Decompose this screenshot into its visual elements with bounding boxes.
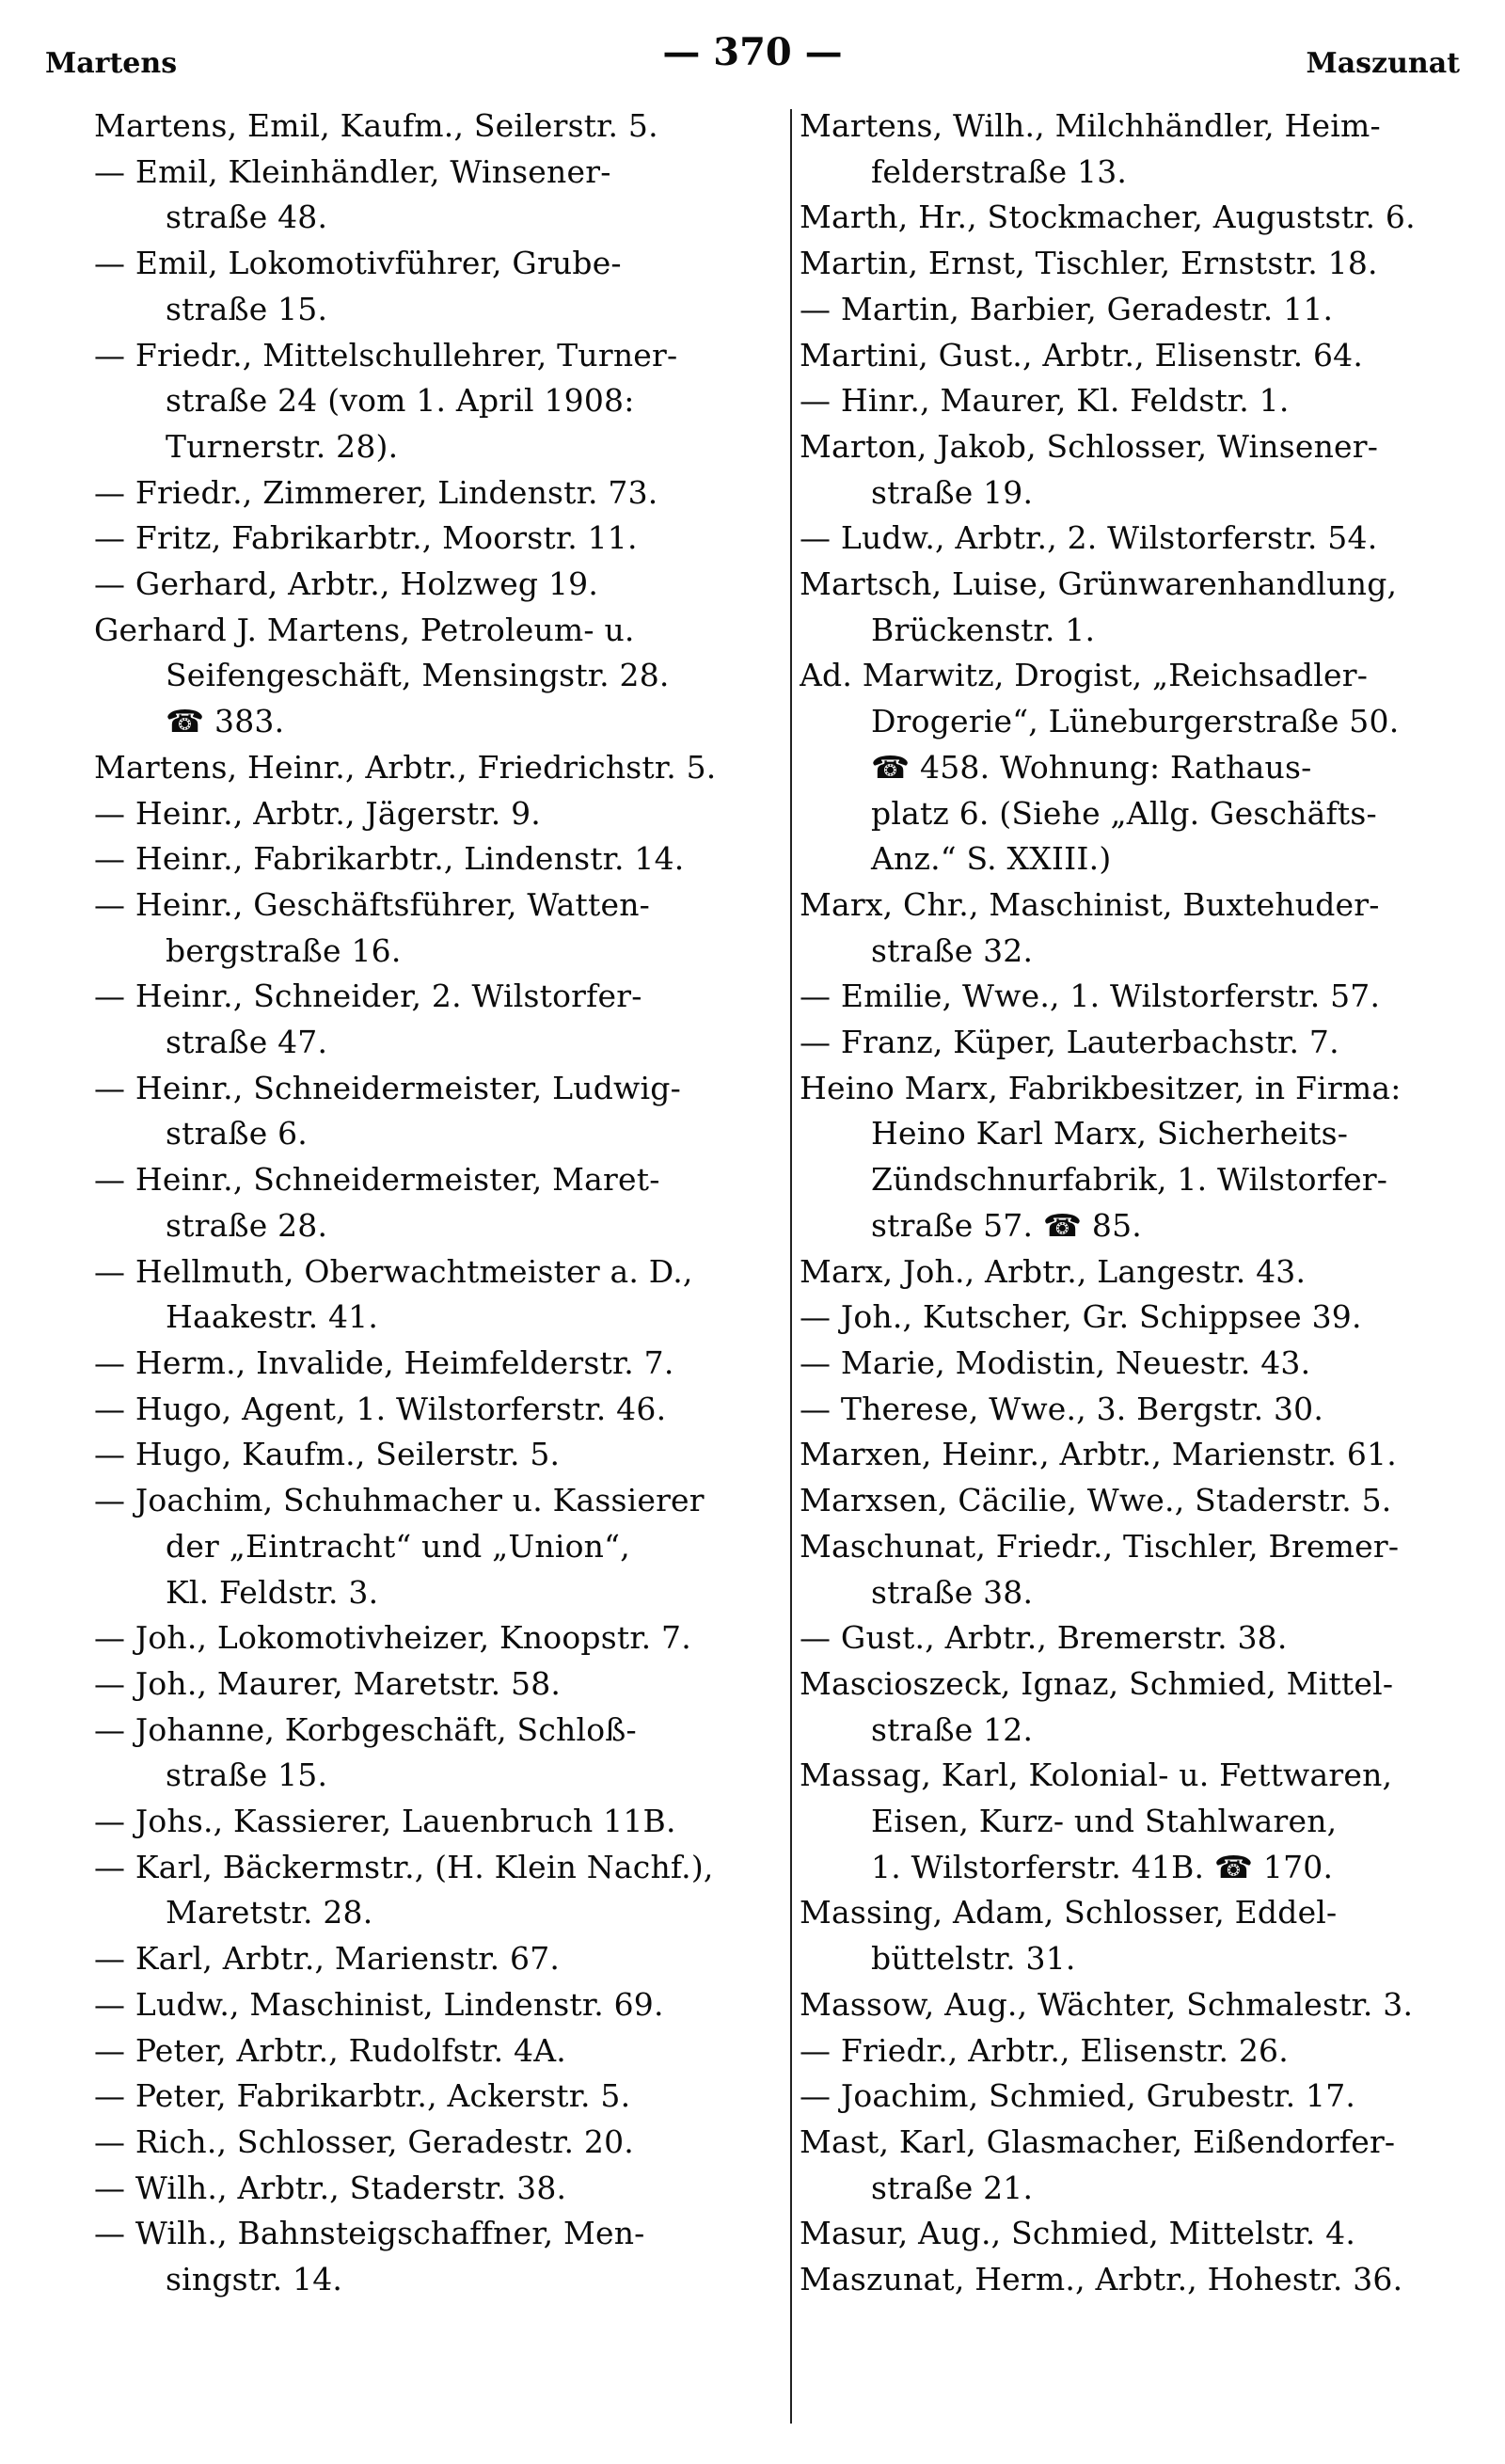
entry-line: — Fritz, Fabrikarbtr., Moorstr. 11. <box>94 519 638 557</box>
directory-entry <box>800 1341 1505 1387</box>
entry-line: — Emil, Kleinhändler, Winsener- <box>94 152 611 190</box>
entry-continuation-line: Brückenstr. 1. <box>871 611 1096 648</box>
directory-entry <box>94 882 828 974</box>
entry-continuation-line: straße 48. <box>166 199 328 236</box>
entry-line: — Herm., Invalide, Heimfelderstr. 7. <box>94 1343 674 1381</box>
entry-continuation-line: ☎ 383. <box>166 703 285 740</box>
entry-line: — Ludw., Arbtr., 2. Wilstorferstr. 54. <box>800 519 1378 557</box>
directory-entry <box>94 1387 828 1433</box>
directory-entry <box>94 1615 828 1661</box>
entry-line: Massing, Adam, Schlosser, Eddel- <box>800 1894 1338 1931</box>
directory-entry <box>94 2211 828 2302</box>
directory-entry <box>800 1020 1505 1066</box>
directory-entry <box>94 516 828 562</box>
entry-continuation-line: straße 19. <box>871 473 1034 511</box>
directory-entry <box>800 2028 1505 2075</box>
entry-line: — Rich., Schlosser, Geradestr. 20. <box>94 2122 634 2160</box>
header-left-keyword: Martens <box>45 47 178 80</box>
directory-entry <box>800 1249 1505 1296</box>
directory-entry <box>94 1157 828 1248</box>
entry-line: — Peter, Arbtr., Rudolfstr. 4A. <box>94 2031 566 2069</box>
entry-continuation-line: straße 21. <box>871 2169 1034 2206</box>
directory-entry <box>94 241 828 332</box>
entry-line: Masur, Aug., Schmied, Mittelstr. 4. <box>800 2215 1356 2252</box>
directory-entry <box>800 2257 1505 2303</box>
entry-line: Martsch, Luise, Grünwarenhandlung, <box>800 565 1398 603</box>
entry-continuation-line: Drogerie“, Lüneburgerstraße 50. <box>871 703 1400 740</box>
entry-continuation-line: singstr. 14. <box>166 2261 343 2298</box>
directory-entry <box>94 745 828 791</box>
entry-continuation-line: büttelstr. 31. <box>871 1940 1076 1978</box>
directory-entry <box>800 195 1505 241</box>
page-header <box>38 23 1467 94</box>
directory-entry <box>94 2166 828 2212</box>
directory-columns <box>38 103 1467 2445</box>
directory-entry <box>800 378 1505 424</box>
directory-entry <box>94 1936 828 1982</box>
directory-entry <box>94 791 828 837</box>
directory-entry <box>94 2120 828 2166</box>
entry-line: — Friedr., Zimmerer, Lindenstr. 73. <box>94 473 658 511</box>
entry-continuation-line: straße 47. <box>166 1024 328 1061</box>
entry-line: — Friedr., Mittelschullehrer, Turner- <box>94 336 678 374</box>
directory-entry <box>800 1615 1505 1661</box>
directory-entry <box>800 1890 1505 1981</box>
entry-continuation-line: der „Eintracht“ und „Union“, <box>166 1527 630 1565</box>
directory-entry <box>800 516 1505 562</box>
directory-entry <box>94 1661 828 1708</box>
directory-entry <box>94 103 828 150</box>
entry-line: — Johs., Kassierer, Lauenbruch 11B. <box>94 1803 676 1840</box>
directory-entry <box>800 882 1505 974</box>
directory-entry <box>800 2211 1505 2257</box>
directory-entry <box>800 1524 1505 1615</box>
header-right-keyword: Maszunat <box>1306 47 1460 80</box>
directory-entry <box>800 241 1505 287</box>
directory-entry <box>800 974 1505 1020</box>
entry-line: Martens, Heinr., Arbtr., Friedrichstr. 5. <box>94 748 717 786</box>
entry-line: Martini, Gust., Arbtr., Elisenstr. 64. <box>800 336 1364 374</box>
page-number: — 370 — <box>662 30 843 74</box>
entry-line: Martin, Ernst, Tischler, Ernststr. 18. <box>800 245 1378 282</box>
entry-continuation-line: Haakestr. 41. <box>166 1298 379 1336</box>
directory-entry <box>800 1295 1505 1341</box>
entry-line: — Heinr., Geschäftsführer, Watten- <box>94 885 651 923</box>
directory-entry <box>94 2074 828 2120</box>
entry-line: — Ludw., Maschinist, Lindenstr. 69. <box>94 1985 664 2023</box>
entry-continuation-line: straße 57. ☎ 85. <box>871 1206 1142 1244</box>
directory-entry <box>800 287 1505 333</box>
entry-continuation-line: Heino Karl Marx, Sicherheits- <box>871 1115 1349 1153</box>
directory-entry <box>800 2120 1505 2211</box>
directory-entry <box>800 1478 1505 1524</box>
entry-line: Mast, Karl, Glasmacher, Eißendorfer- <box>800 2122 1396 2160</box>
directory-entry <box>94 1066 828 1157</box>
entry-line: Maszunat, Herm., Arbtr., Hohestr. 36. <box>800 2261 1403 2298</box>
entry-continuation-line: ☎ 458. Wohnung: Rathaus- <box>871 748 1312 786</box>
entry-line: — Marie, Modistin, Neuestr. 43. <box>800 1343 1311 1381</box>
entry-continuation-line: straße 12. <box>871 1710 1034 1748</box>
entry-continuation-line: Kl. Feldstr. 3. <box>166 1573 379 1611</box>
entry-line: — Hugo, Kaufm., Seilerstr. 5. <box>94 1436 561 1473</box>
left-column <box>94 103 828 2303</box>
entry-line: — Johanne, Korbgeschäft, Schloß- <box>94 1710 637 1748</box>
directory-entry <box>94 333 828 470</box>
directory-entry <box>94 1432 828 1478</box>
entry-continuation-line: Turnerstr. 28). <box>166 427 399 465</box>
entry-line: Marx, Chr., Maschinist, Buxtehuder- <box>800 885 1380 923</box>
directory-entry <box>800 424 1505 516</box>
entry-line: — Hinr., Maurer, Kl. Feldstr. 1. <box>800 382 1290 420</box>
entry-line: Gerhard J. Martens, Petroleum- u. <box>94 611 635 648</box>
directory-entry <box>800 103 1505 195</box>
entry-continuation-line: straße 6. <box>166 1115 308 1153</box>
directory-entry <box>800 1066 1505 1249</box>
directory-entry <box>94 1982 828 2028</box>
entry-line: Maschunat, Friedr., Tischler, Bremer- <box>800 1527 1400 1565</box>
entry-continuation-line: straße 15. <box>166 290 328 327</box>
entry-line: Martens, Wilh., Milchhändler, Heim- <box>800 107 1381 144</box>
entry-line: — Hellmuth, Oberwachtmeister a. D., <box>94 1252 693 1290</box>
directory-entry <box>94 608 828 745</box>
entry-continuation-line: straße 15. <box>166 1757 328 1794</box>
entry-line: — Joachim, Schuhmacher u. Kassierer <box>94 1482 705 1519</box>
directory-entry <box>94 150 828 241</box>
directory-entry <box>800 1661 1505 1753</box>
directory-entry <box>94 1341 828 1387</box>
directory-entry <box>94 974 828 1065</box>
directory-entry <box>94 562 828 608</box>
entry-continuation-line: straße 38. <box>871 1573 1034 1611</box>
entry-line: — Joachim, Schmied, Grubestr. 17. <box>800 2077 1356 2115</box>
entry-line: — Therese, Wwe., 3. Bergstr. 30. <box>800 1390 1324 1427</box>
directory-entry <box>800 333 1505 379</box>
entry-continuation-line: straße 24 (vom 1. April 1908: <box>166 382 635 420</box>
entry-line: — Heinr., Schneider, 2. Wilstorfer- <box>94 978 642 1015</box>
entry-continuation-line: Zündschnurfabrik, 1. Wilstorfer- <box>871 1161 1388 1199</box>
entry-line: Marton, Jakob, Schlosser, Winsener- <box>800 427 1379 465</box>
entry-continuation-line: felderstraße 13. <box>871 152 1128 190</box>
entry-line: Ad. Marwitz, Drogist, „Reichsadler- <box>800 657 1369 694</box>
directory-entry <box>94 1845 828 1936</box>
entry-line: — Emilie, Wwe., 1. Wilstorferstr. 57. <box>800 978 1381 1015</box>
directory-entry <box>800 653 1505 882</box>
entry-line: — Peter, Fabrikarbtr., Ackerstr. 5. <box>94 2077 631 2115</box>
entry-line: Heino Marx, Fabrikbesitzer, in Firma: <box>800 1069 1402 1106</box>
entry-line: — Gust., Arbtr., Bremerstr. 38. <box>800 1619 1288 1657</box>
entry-line: — Wilh., Arbtr., Staderstr. 38. <box>94 2169 567 2206</box>
entry-line: — Emil, Lokomotivführer, Grube- <box>94 245 622 282</box>
entry-continuation-line: Anz.“ S. XXIII.) <box>871 840 1112 878</box>
directory-entry <box>800 1432 1505 1478</box>
entry-line: — Gerhard, Arbtr., Holzweg 19. <box>94 565 599 603</box>
entry-line: Martens, Emil, Kaufm., Seilerstr. 5. <box>94 107 658 144</box>
directory-entry <box>94 1249 828 1341</box>
entry-continuation-line: Seifengeschäft, Mensingstr. 28. <box>166 657 670 694</box>
entry-line: — Heinr., Schneidermeister, Maret- <box>94 1161 660 1199</box>
entry-line: — Friedr., Arbtr., Elisenstr. 26. <box>800 2031 1289 2069</box>
entry-line: Marxsen, Cäcilie, Wwe., Staderstr. 5. <box>800 1482 1392 1519</box>
entry-line: — Karl, Bäckermstr., (H. Klein Nachf.), <box>94 1848 714 1885</box>
entry-line: — Hugo, Agent, 1. Wilstorferstr. 46. <box>94 1390 667 1427</box>
entry-continuation-line: platz 6. (Siehe „Allg. Geschäfts- <box>871 794 1377 832</box>
entry-line: — Wilh., Bahnsteigschaffner, Men- <box>94 2215 645 2252</box>
directory-entry <box>94 836 828 882</box>
entry-continuation-line: Eisen, Kurz- und Stahlwaren, <box>871 1803 1338 1840</box>
entry-continuation-line: Maretstr. 28. <box>166 1894 373 1931</box>
entry-line: — Franz, Küper, Lauterbachstr. 7. <box>800 1024 1339 1061</box>
entry-continuation-line: 1. Wilstorferstr. 41B. ☎ 170. <box>871 1848 1334 1885</box>
entry-line: Marx, Joh., Arbtr., Langestr. 43. <box>800 1252 1307 1290</box>
entry-line: — Joh., Maurer, Maretstr. 58. <box>94 1664 562 1702</box>
entry-line: — Heinr., Fabrikarbtr., Lindenstr. 14. <box>94 840 685 878</box>
entry-continuation-line: bergstraße 16. <box>166 931 402 969</box>
entry-line: — Heinr., Schneidermeister, Ludwig- <box>94 1069 681 1106</box>
directory-entry <box>800 1753 1505 1890</box>
directory-entry <box>800 1387 1505 1433</box>
directory-entry <box>94 2028 828 2075</box>
column-divider <box>790 109 792 2424</box>
right-column <box>800 103 1505 2303</box>
entry-continuation-line: straße 28. <box>166 1206 328 1244</box>
directory-entry <box>800 2074 1505 2120</box>
entry-line: — Joh., Kutscher, Gr. Schippsee 39. <box>800 1298 1362 1336</box>
entry-continuation-line: straße 32. <box>871 931 1034 969</box>
entry-line: Mascioszeck, Ignaz, Schmied, Mittel- <box>800 1664 1394 1702</box>
entry-line: Massag, Karl, Kolonial- u. Fettwaren, <box>800 1757 1393 1794</box>
directory-entry <box>94 470 828 517</box>
directory-entry <box>94 1478 828 1615</box>
directory-entry <box>94 1708 828 1799</box>
entry-line: — Karl, Arbtr., Marienstr. 67. <box>94 1940 561 1978</box>
entry-line: Marxen, Heinr., Arbtr., Marienstr. 61. <box>800 1436 1397 1473</box>
directory-entry <box>800 562 1505 653</box>
entry-line: — Heinr., Arbtr., Jägerstr. 9. <box>94 794 541 832</box>
entry-line: Marth, Hr., Stockmacher, Auguststr. 6. <box>800 199 1416 236</box>
entry-line: — Joh., Lokomotivheizer, Knoopstr. 7. <box>94 1619 691 1657</box>
entry-line: — Martin, Barbier, Geradestr. 11. <box>800 290 1334 327</box>
directory-entry <box>800 1982 1505 2028</box>
entry-line: Massow, Aug., Wächter, Schmalestr. 3. <box>800 1985 1414 2023</box>
directory-entry <box>94 1799 828 1845</box>
